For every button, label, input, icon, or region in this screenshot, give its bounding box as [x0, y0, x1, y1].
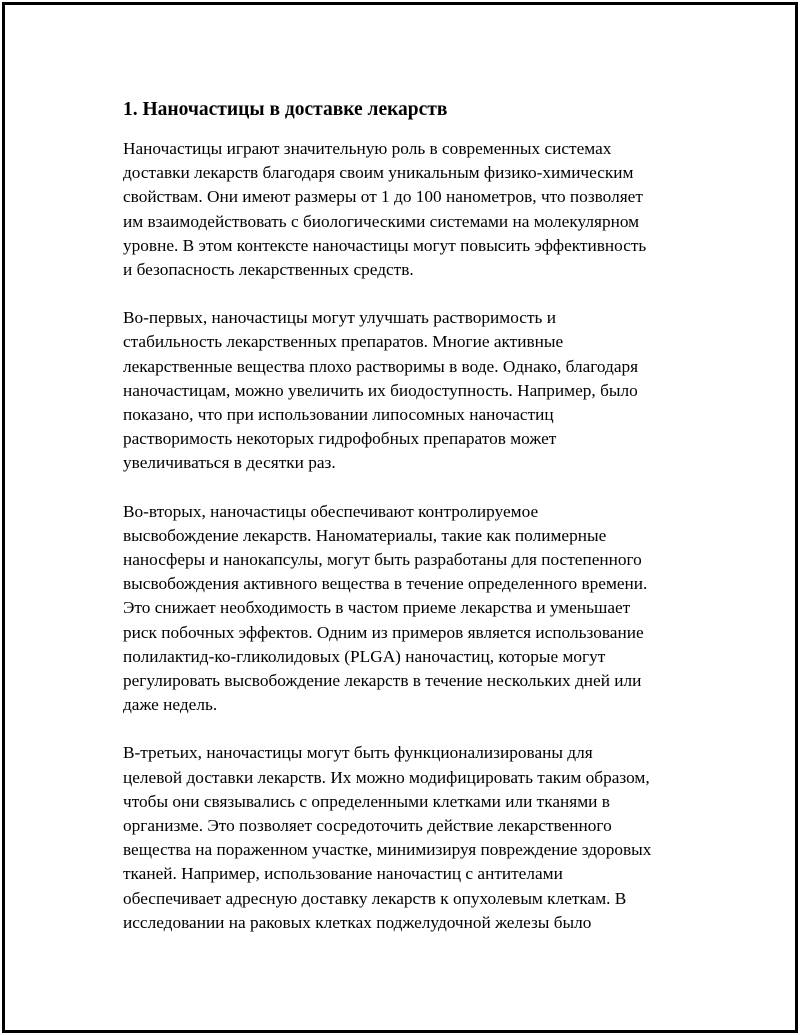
- paragraph-line: чтобы они связывались с определенными клетками или тканями в: [123, 791, 610, 811]
- paragraph-line: организме. Это позволяет сосредоточить действие лекарственного: [123, 816, 612, 836]
- paragraph-line: обеспечивает адресную доставку лекарств к опухолевым клеткам. В: [123, 888, 627, 908]
- paragraph-line: вещества на пораженном участке, минимизируя повреждение здоровых: [123, 840, 652, 860]
- paragraph-line: регулировать высвобождение лекарств в течение нескольких дней или: [123, 671, 642, 691]
- paragraph-line: доставки лекарств благодаря своим уникальным физико-химическим: [123, 163, 634, 183]
- paragraph-line: увеличиваться в десятки раз.: [123, 453, 336, 473]
- paragraphs: [120, 137, 695, 935]
- paragraph-line: В-третьих, наночастицы могут быть функционализированы для: [123, 743, 593, 763]
- section-title: 1. Наночастицы в доставке лекарств: [123, 99, 448, 120]
- paragraph-line: свойствам. Они имеют размеры от 1 до 100 нанометров, что позволяет: [123, 187, 643, 207]
- paragraph-1: [123, 137, 695, 282]
- page-frame: [2, 2, 798, 1033]
- document-body: [120, 95, 695, 959]
- paragraph-line: Во-первых, наночастицы могут улучшать растворимость и: [123, 308, 556, 328]
- paragraph-line: растворимость некоторых гидрофобных препаратов может: [123, 429, 557, 449]
- paragraph-line: даже недель.: [123, 695, 218, 715]
- paragraph-line: уровне. В этом контексте наночастицы могут повысить эффективность: [123, 235, 647, 255]
- paragraph-line: Во-вторых, наночастицы обеспечивают контролируемое: [123, 501, 539, 521]
- paragraph-line: Наночастицы играют значительную роль в современных системах: [123, 139, 612, 158]
- paragraph-line: наносферы и нанокапсулы, могут быть разработаны для постепенного: [123, 550, 642, 570]
- paragraph-3: [123, 500, 695, 718]
- paragraph-line: риск побочных эффектов. Одним из примеров является использование: [123, 622, 644, 642]
- paragraph-2: [123, 306, 695, 475]
- paragraph-line: показано, что при использовании липосомных наночастиц: [123, 405, 554, 425]
- paragraph-line: и безопасность лекарственных средств.: [123, 260, 414, 280]
- paragraph-line: высвобождение лекарств. Наноматериалы, такие как полимерные: [123, 525, 607, 545]
- paragraph-line: Это снижает необходимость в частом приеме лекарства и уменьшает: [123, 598, 631, 618]
- paragraph-4: [123, 741, 695, 935]
- paragraph-line: полилактид-ко-гликолидовых (PLGA) наночастиц, которые могут: [123, 646, 606, 666]
- paragraph-line: исследовании на раковых клетках поджелудочной железы было: [123, 912, 592, 932]
- paragraph-line: тканей. Например, использование наночастиц с антителами: [123, 864, 563, 884]
- paragraph-line: стабильность лекарственных препаратов. Многие активные: [123, 332, 564, 352]
- paragraph-line: высвобождения активного вещества в течение определенного времени.: [123, 574, 648, 594]
- paragraph-line: им взаимодействовать с биологическими системами на молекулярном: [123, 211, 640, 231]
- paragraph-line: целевой доставки лекарств. Их можно модифицировать таким образом,: [123, 767, 650, 787]
- paragraph-line: лекарственные вещества плохо растворимы в воде. Однако, благодаря: [123, 356, 639, 376]
- paragraph-line: наночастицам, можно увеличить их биодоступность. Например, было: [123, 380, 638, 400]
